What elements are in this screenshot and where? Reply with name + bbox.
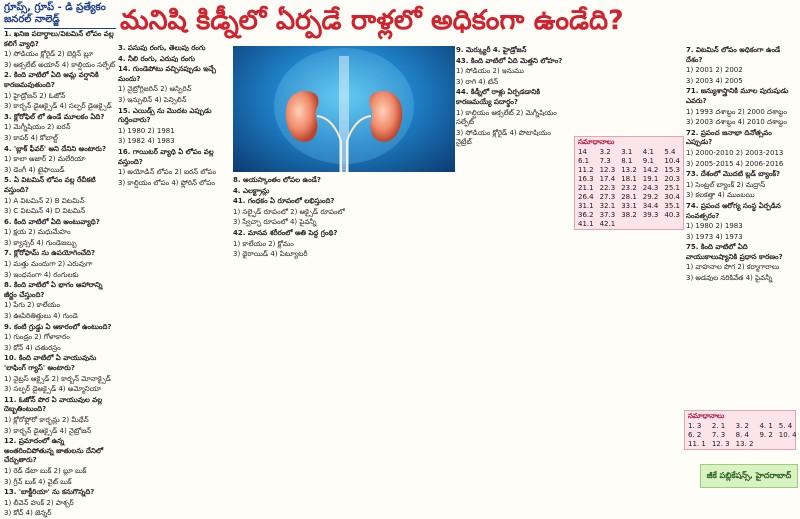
question-line: 4. ఎలక్ట్రాన్లు: [233, 186, 270, 195]
answer-table-2: [684, 410, 796, 450]
question-line: 1) మెగ్నీషియం 2) ఐరన్: [4, 123, 71, 132]
question-line: 11. ఓజోన్ పొర ఏ వాయువుల వల్ల దెబ్బతింటుంది?: [4, 395, 103, 414]
answer-cell: 23.2: [621, 184, 637, 192]
question-line: 9. కంటి గ్రుడ్డు ఏ ఆకారంలో ఉంటుంది?: [4, 322, 112, 331]
question-column-2: [118, 44, 230, 487]
question-line: 13. 'బాక్టీరియా' ను కనుగొన్నది?: [4, 488, 95, 497]
question-line: 9. మెర్క్యురీ 4. హైడ్రోజన్: [456, 46, 527, 54]
answer-cell: 33.1: [621, 202, 637, 210]
question-line: 8. అయస్కాంతం లోపల ఉండే?: [233, 176, 321, 184]
answer-cell: 24.3: [642, 184, 659, 192]
question-line: 3) కోచ్ 4) జెన్నర్: [4, 509, 52, 518]
answer-cell: 15.3: [664, 166, 680, 174]
question-line: 3) కాపర్ 4) కోబాల్ట్: [4, 133, 58, 142]
question-line: 3) గ్రీన్ బుక్ 4) వైట్ బుక్: [4, 477, 72, 486]
question-line: 1) 1993 దశాబ్దం 2) 2000 దశాబ్దం: [686, 107, 787, 116]
answer-cell: 14: [578, 148, 587, 156]
answer-cell: 13. 2: [735, 440, 754, 448]
question-column-6: [686, 46, 796, 407]
question-line: 1) రెడ్ డేటా బుక్ 2) బ్లూ బుక్: [4, 466, 87, 475]
answer-cell: 26.4: [578, 193, 594, 201]
question-line: 1) గుండ్రం 2) గోళాకారం: [4, 333, 70, 342]
answer-cell: 7.3: [599, 157, 611, 165]
answer-cell: [756, 440, 775, 449]
answer-cell: 18.1: [621, 175, 637, 183]
question-line: 3) స్వేచ్ఛా రూపంలో 4) పైవన్నీ: [233, 218, 317, 227]
question-line: 3) ఊపిరితిత్తులు 4) గుండె: [4, 312, 78, 321]
answer-cell: 10.4: [664, 157, 680, 165]
question-line: 3) రాగి 4) టిన్: [456, 77, 499, 86]
answer-cell: 31.1: [578, 202, 594, 210]
question-line: 3) 2005-2015 4) 2006-2016: [686, 159, 784, 168]
question-line: 3) థైరాయిడ్ 4) పిట్యూటరీ: [233, 250, 308, 259]
question-line: 7. క్లోరోఫామ్ ను ఉపయోగించేది?: [4, 249, 96, 258]
answer-cell: 4.1: [642, 148, 654, 156]
header-left: [4, 2, 116, 29]
answer-row: [685, 431, 800, 440]
answer-cell: 6. 2: [688, 431, 702, 439]
question-column-5: [570, 46, 682, 487]
answer-cell: 1. 3: [688, 422, 702, 430]
answer-row: [575, 175, 683, 184]
question-line: 1) నైట్రస్ ఆక్సైడ్ 2) కార్బన్ మోనాక్సైడ్: [4, 374, 111, 383]
question-line: 7. విటమిన్ లోపం అధికంగా ఉండే దేశం?: [686, 46, 781, 64]
question-line: 75. కింది వాటిలో ఏది వాయుకాలుష్యానికి ప్రధాన కారణం?: [686, 243, 783, 261]
question-line: 3) 1973 4) 1973: [686, 232, 743, 241]
answer-cell: 3.2: [599, 148, 611, 156]
answer-row: [575, 148, 683, 157]
question-line: 72. ప్రపంచ జనాభా దినోత్సవం ఎప్పుడు?: [686, 128, 772, 147]
question-line: 3. క్లోరోఫిల్ లో ఉండే మూలకం ఏది?: [4, 112, 105, 121]
answer-cell: 38.2: [621, 211, 637, 219]
question-line: 1) మత్తు మందుగా 2) ఎరువుగా: [4, 260, 93, 269]
answer-cell: 13.2: [621, 166, 637, 174]
question-line: 1) సల్ఫైడ్ రూపంలో 2) ఆక్సైడ్ రూపంలో: [233, 207, 345, 216]
question-line: 1) A విటమిన్ 2) B విటమిన్: [4, 196, 85, 205]
question-line: 43. కింది వాటిలో ఏది మెత్తని లోహం?: [456, 56, 563, 65]
question-line: 1) క్షయ 2) మధుమేహం: [4, 228, 71, 237]
answer-row: [685, 422, 800, 431]
answer-cell: [618, 220, 640, 229]
question-line: 74. ప్రపంచ ఆరోగ్య సంస్థ ఏర్పడిన సంవత్సరం?: [686, 201, 781, 220]
answer-row: [575, 220, 683, 229]
question-line: 1) సోడియం 2) ఇనుము: [456, 67, 524, 76]
answer-row: [575, 157, 683, 166]
answer-table-2-title: సమాధానాలు: [688, 412, 725, 420]
question-line: 3) ఆక్సలేట్ అయాన్ 4) కాల్షియం సల్ఫేట్: [4, 60, 116, 69]
answer-cell: 37.3: [599, 211, 616, 219]
answer-cell: 10. 4: [778, 431, 797, 439]
question-column-4: [456, 46, 568, 487]
question-line: 3) క్యాన్సర్ 4) గుండెజబ్బు: [4, 238, 77, 247]
answer-cell: 12.3: [599, 166, 616, 174]
answer-cell: 30.4: [664, 193, 680, 201]
section-label: జనరల్ నాలెడ్జ్: [4, 14, 116, 29]
question-line: 1) కాలా అజార్ 2) మలేరియా: [4, 155, 86, 164]
answer-cell: 20.3: [664, 175, 680, 183]
question-line: 12. ప్రమాదంలో ఉన్న అంతరించిపోతున్న జాతులను దేనిలో చేర్చుతారు?: [4, 437, 104, 465]
question-column-3: [233, 176, 453, 487]
answer-cell: 5. 4: [778, 422, 793, 430]
answer-cell: 42.1: [599, 220, 616, 228]
answer-cell: 8.1: [621, 157, 633, 165]
question-line: 10. కింది వాటిలో ఏ వాయువును 'లాఫింగ్ గ్యాస్' అంటారు?: [4, 354, 97, 372]
answer-cell: [640, 220, 662, 229]
answer-cell: 3. 2: [735, 422, 749, 430]
question-line: 3) డెంగీ 4) టైఫాయిడ్: [4, 165, 65, 174]
answer-cell: 39.3: [642, 211, 659, 219]
question-line: 1) 2000-2010 2) 2003-2013: [686, 148, 784, 157]
answer-cell: 11.2: [578, 166, 594, 174]
question-line: 2. కింది వాటిలో ఏది ఆమ్ల వర్షానికి కారణమవుతుంది?: [4, 71, 99, 89]
answer-cell: 17.4: [599, 175, 616, 183]
question-line: 42. మానవ శరీరంలో అతి పెద్ద గ్రంథి?: [233, 228, 338, 237]
question-line: 3) సోడియం క్లోరైడ్ 4) పొటాషియం నైట్రేట్: [456, 128, 551, 147]
question-line: 1) నైట్రోగ్లిజరిన్ 2) ఆస్పిరిన్: [118, 85, 192, 94]
question-line: 71. జన్యుశాస్త్రానికి మూల పురుషుడు ఎవరు?: [686, 87, 789, 105]
answer-cell: 34.4: [642, 202, 659, 210]
question-line: 1) హైడ్రోజన్ 2) ఓజోన్: [4, 91, 66, 100]
question-line: 3) సల్ఫర్ డైఆక్సైడ్ 4) అమ్మోనియా: [4, 385, 101, 394]
question-line: 1) అయోడిన్ లోపం 2) ఐరన్ లోపం: [118, 168, 217, 177]
question-line: 1) సోడియం క్లోరైడ్ 2) బెర్లిన్ బ్లూ: [4, 50, 94, 59]
kidney-graphic: [233, 46, 455, 172]
question-line: 1. ఖనిజ పదార్థాలు/విటమిన్ లోపం వల్ల కలిగే వ్యాధి?: [4, 30, 114, 48]
question-line: 3) కలకత్తా 4) ముంబయి: [686, 191, 755, 200]
question-line: 6. కింది వాటిలో ఏది అంటువ్యాధి?: [4, 217, 100, 226]
series-label: గ్రూప్స్, గ్రూప్ - డి ప్రత్యేకం: [4, 2, 106, 13]
answer-cell: 11. 1: [688, 440, 706, 448]
publisher-credit: జీకే పబ్లికేషన్స్, హైదరాబాద్: [700, 464, 798, 488]
question-line: 1) పేగు 2) కాలేయం: [4, 301, 61, 310]
answer-cell: 4. 1: [759, 422, 773, 430]
answer-cell: 29.2: [642, 193, 659, 201]
answer-row: [575, 202, 683, 211]
question-line: 1) లీవెన్ హుక్ 2) పాశ్చర్: [4, 498, 74, 507]
answer-row: [575, 166, 683, 175]
answer-row: [575, 211, 683, 220]
question-line: 3) ఇన్సులిన్ 4) పెన్సిలిన్: [118, 95, 187, 104]
answer-cell: 21.1: [578, 184, 594, 192]
question-line: 3. పసుపు రంగు, తెలుపు రంగు: [118, 44, 206, 52]
question-line: 5. ఏ విటమిన్ లోపం వల్ల రేచీకటి వస్తుంది?: [4, 176, 96, 194]
answer-cell: 14.2: [642, 166, 659, 174]
question-line: 4. 'బ్లాక్ ఫీవర్' అని దేనిని అంటారు?: [4, 144, 107, 153]
question-line: 3) అడవుల నరికివేత 4) పైవన్నీ: [686, 274, 773, 283]
question-line: 3) కార్బన్ డైఆక్సైడ్ 4) నైట్రోజన్: [4, 426, 92, 435]
answer-cell: [776, 440, 800, 449]
question-line: 14. గుండెపోటు వచ్చినప్పుడు ఇచ్చే మందు?: [118, 65, 217, 83]
answer-cell: 16.3: [578, 175, 594, 183]
answer-cell: 27.3: [599, 193, 616, 201]
question-line: 1) 1980 2) 1981: [118, 126, 175, 135]
answer-table-1-title: సమాధానాలు: [578, 138, 615, 146]
answer-cell: 35.1: [664, 202, 680, 210]
answer-cell: 5.4: [664, 148, 676, 156]
answer-cell: 40.3: [664, 211, 680, 219]
question-line: 3) C విటమిన్ 4) D విటమిన్: [4, 207, 86, 216]
answer-cell: 36.2: [578, 211, 594, 219]
answer-cell: 41.1: [578, 220, 594, 228]
answer-cell: 3.1: [621, 148, 633, 156]
question-line: 1) 2001 2) 2002: [686, 66, 743, 75]
kidney-illustration: [233, 46, 455, 172]
answer-cell: [661, 220, 683, 229]
answer-cell: 7. 3: [711, 431, 726, 439]
answer-cell: 32.1: [599, 202, 616, 210]
answer-table-1: [574, 136, 684, 230]
question-line: 1) సెంట్రల్ బ్యాంక్ 2) మద్రాస్: [686, 180, 766, 189]
question-line: 1) క్లోరోఫ్లోరో కార్బన్లు 2) మీథేన్: [4, 415, 89, 424]
question-line: 3) 2003 దశాబ్దం 4) 2010 దశాబ్దం: [686, 118, 787, 127]
headline: మనిషి కిడ్నీలో ఏర్పడే రాళ్లలో అధికంగా ఉండేది?: [120, 5, 624, 36]
question-line: 3) 1982 4) 1983: [118, 137, 175, 146]
question-line: 1) కాలేయం 2) క్లోమం: [233, 239, 294, 248]
answer-cell: 9. 2: [759, 431, 773, 439]
question-line: 73. దేశంలో మొదటి బ్లడ్ బ్యాంక్?: [686, 170, 781, 179]
answer-cell: 8. 4: [735, 431, 749, 439]
answer-row: [575, 193, 683, 202]
answer-row: [685, 440, 800, 449]
answer-row: [575, 184, 683, 193]
answer-cell: 28.1: [621, 193, 637, 201]
question-line: 4. నీలి రంగు, ఎరుపు రంగు: [118, 54, 195, 63]
question-line: 3) కాల్షియం లోపం 4) ఫ్లోరిన్ లోపం: [118, 178, 215, 187]
answer-table-1-grid: [575, 148, 683, 229]
question-column-1: [4, 30, 116, 518]
question-line: 8. కింది వాటిలో ఏ భాగం ఆహారాన్ని జీర్ణం చేస్తుంది?: [4, 281, 103, 299]
question-line: 1) కాల్షియం ఆక్సలేట్ 2) మెగ్నీషియం సల్ఫేట్: [456, 108, 557, 127]
question-line: 3) 2003 4) 2005: [686, 76, 743, 85]
question-line: 44. కిడ్నీలో రాళ్లు ఏర్పడడానికి కారణమయ్యే పదార్థం?: [456, 88, 541, 106]
question-line: 15. ఎయిడ్స్ ను మొదట ఎప్పుడు గుర్తించారు?: [118, 106, 212, 125]
answer-table-2-grid: [685, 422, 800, 449]
question-line: 3) కార్బన్ డైఆక్సైడ్ 4) సల్ఫర్ డైఆక్సైడ్: [4, 102, 112, 111]
answer-cell: 2. 1: [711, 422, 726, 430]
answer-cell: 12. 3: [711, 440, 730, 448]
answer-cell: 19.1: [642, 175, 659, 183]
question-line: 41. గంధకం ఏ రూపంలో లభిస్తుంది?: [233, 197, 335, 206]
answer-cell: 6.1: [578, 157, 590, 165]
question-line: 1) 1980 2) 1983: [686, 222, 743, 231]
answer-cell: 22.3: [599, 184, 616, 192]
question-line: 3) కోన్ 4) చతురస్రం: [4, 343, 61, 352]
question-line: 16. గాయిటర్ వ్యాధి ఏ లోపం వల్ల వస్తుంది?: [118, 147, 214, 166]
answer-cell: 9.1: [642, 157, 654, 165]
answer-cell: 25.1: [664, 184, 680, 192]
question-line: 3) ఇంధనంగా 4) రంగులకు: [4, 270, 79, 279]
question-line: 1) వాహనాల పొగ 2) కర్మాగారాలు: [686, 263, 780, 272]
